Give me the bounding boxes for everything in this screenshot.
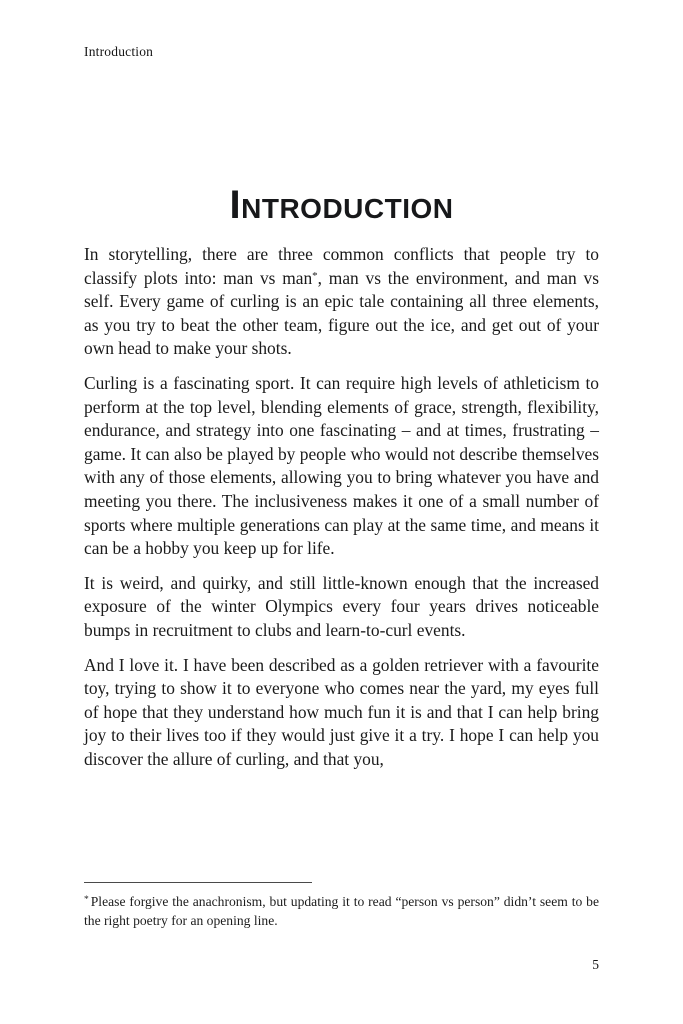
footnote-reference-marker[interactable]: *	[312, 269, 318, 282]
paragraph-1-text-before-footnote: In storytelling, there are three common conflicts that people try to classify plots into: man vs man	[84, 244, 599, 288]
paragraph-2: Curling is a fascinating sport. It can require high levels of athleticism to perform at the top level, blending elements of grace, strength, flexibility, endurance, and strategy into one fascinating – and at times, frustrating – game. It can also be played by people who would not describe themselves with any of those elements, allowing you to bring whatever you have and meeting you there. The inclusiveness makes it one of a small number of sports where multiple generations can play at the same time, and means it can be a hobby you keep up for life.	[84, 372, 599, 559]
footnote-text	[84, 892, 599, 930]
body-text	[84, 243, 599, 771]
running-header: Introduction	[84, 44, 154, 59]
footnote-area	[84, 882, 599, 930]
paragraph-4: And I love it. I have been described as a golden retriever with a favourite toy, trying to show it to everyone who comes near the yard, my eyes full of hope that they understand how much fun it is and that I can help bring joy to their lives too if they would just give it a try. I hope I can help you discover the allure of curling, and that you,	[84, 654, 599, 769]
page-number: 5	[592, 957, 599, 972]
paragraph-1-text-after-footnote: , man vs the environment, and man vs self. Every game of curling is an epic tale containing all three elements, as you try to beat the other team, figure out the ice, and get out of your own head to make your shots.	[84, 267, 599, 359]
footnote-body: Please forgive the anachronism, but updating it to read “person vs person” didn’t seem to be the right poetry for an opening line.	[84, 894, 599, 928]
page-title: Introduction	[229, 182, 454, 227]
paragraph-3: It is weird, and quirky, and still little-known enough that the increased exposure of the winter Olympics every four years drives noticeable bumps in recruitment to clubs and learn-to-curl events.	[84, 572, 599, 640]
paragraph-1	[84, 243, 599, 361]
footnote-separator-rule	[84, 882, 312, 883]
footnote-marker: *	[84, 895, 89, 905]
